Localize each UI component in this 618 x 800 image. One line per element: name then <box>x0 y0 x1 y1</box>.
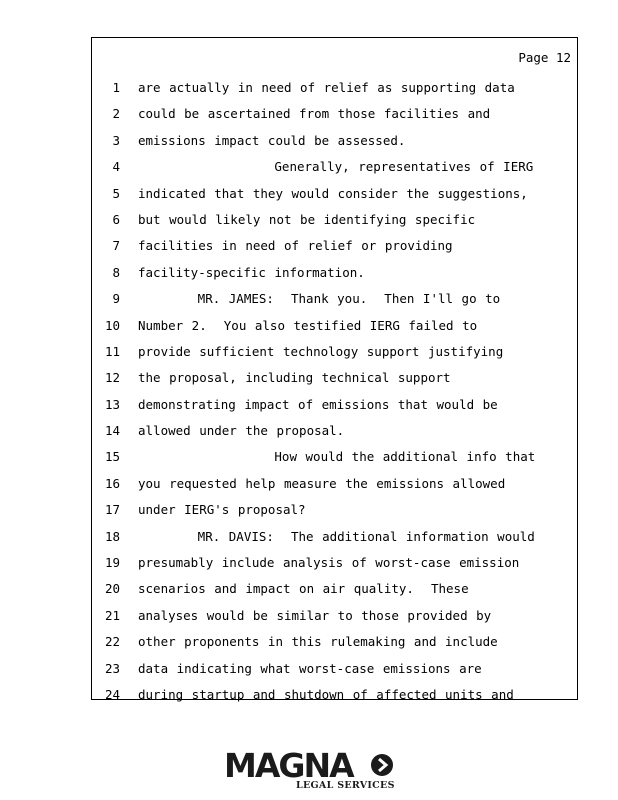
transcript-line <box>92 634 577 660</box>
line-text: MR. DAVIS: The additional information would <box>138 528 535 544</box>
transcript-line <box>92 238 577 264</box>
line-text: indicated that they would consider the suggestions, <box>138 185 528 201</box>
line-text: the proposal, including technical support <box>138 370 451 386</box>
line-text: but would likely not be identifying specific <box>138 211 476 227</box>
line-text: could be ascertained from those facilities and <box>138 106 491 122</box>
line-number: 6 <box>112 211 120 227</box>
line-number: 1 <box>112 80 120 95</box>
line-text: are actually in need of relief as supporting data <box>138 80 515 95</box>
transcript-line <box>92 318 577 344</box>
line-number: 20 <box>104 581 120 597</box>
line-text: facility-specific information. <box>138 264 365 280</box>
line-text: during startup and shutdown of affected units and <box>138 686 514 702</box>
transcript-line <box>92 687 577 713</box>
line-number: 10 <box>104 317 120 333</box>
transcript-line <box>92 661 577 687</box>
transcript-line <box>92 502 577 528</box>
line-number: 7 <box>112 238 120 254</box>
transcript-line <box>92 476 577 502</box>
transcript-line <box>92 159 577 185</box>
line-text: How would the additional info that <box>138 449 536 465</box>
line-number: 9 <box>112 291 120 307</box>
line-text: presumably include analysis of worst-case emission <box>138 555 520 571</box>
transcript-line <box>92 608 577 634</box>
line-text: other proponents in this rulemaking and include <box>138 634 498 650</box>
line-text: under IERG's proposal? <box>138 502 306 518</box>
transcript-line <box>92 397 577 423</box>
logo-arrow-icon <box>371 754 393 776</box>
transcript-line <box>92 186 577 212</box>
line-number: 15 <box>104 449 120 465</box>
line-text: allowed under the proposal. <box>138 423 345 439</box>
line-number: 11 <box>104 343 120 359</box>
line-number: 24 <box>104 686 120 702</box>
line-text: analyses would be similar to those provided by <box>138 607 492 623</box>
line-number: 17 <box>104 502 120 518</box>
line-number: 5 <box>112 185 120 201</box>
transcript-line <box>92 529 577 555</box>
transcript-page <box>91 37 578 700</box>
transcript-lines <box>92 80 577 713</box>
line-text: emissions impact could be assessed. <box>138 132 406 148</box>
line-text: Number 2. You also testified IERG failed to <box>138 317 478 333</box>
transcript-line <box>92 555 577 581</box>
line-number: 2 <box>112 106 120 122</box>
transcript-line <box>92 370 577 396</box>
line-number: 23 <box>104 660 120 676</box>
line-number: 18 <box>104 528 120 544</box>
line-text: MR. JAMES: Thank you. Then I'll go to <box>138 291 501 307</box>
transcript-line <box>92 133 577 159</box>
transcript-line <box>92 80 577 106</box>
transcript-line <box>92 265 577 291</box>
line-text: scenarios and impact on air quality. These <box>138 581 469 597</box>
line-number: 16 <box>104 475 120 491</box>
transcript-line <box>92 449 577 475</box>
transcript-line <box>92 581 577 607</box>
transcript-line <box>92 106 577 132</box>
line-text: Generally, representatives of IERG <box>138 159 534 175</box>
line-number: 21 <box>104 607 120 623</box>
page-number: Page 12 <box>518 50 571 65</box>
logo-subtext: LEGAL SERVICES <box>296 780 395 791</box>
line-number: 3 <box>112 132 120 148</box>
line-text: facilities in need of relief or providing <box>138 238 453 254</box>
transcript-line <box>92 212 577 238</box>
transcript-line <box>92 291 577 317</box>
line-number: 4 <box>112 159 120 175</box>
magna-logo <box>224 748 400 794</box>
transcript-line <box>92 423 577 449</box>
line-number: 12 <box>104 370 120 386</box>
line-text: you requested help measure the emissions allowed <box>138 475 506 491</box>
line-text: provide sufficient technology support justifying <box>138 343 504 359</box>
line-text: data indicating what worst-case emissions are <box>138 660 482 676</box>
line-number: 19 <box>104 555 120 571</box>
logo-wordmark: MAGNA <box>224 746 353 785</box>
line-number: 8 <box>112 264 120 280</box>
line-number: 13 <box>104 396 120 412</box>
line-number: 14 <box>104 423 120 439</box>
line-text: demonstrating impact of emissions that would be <box>138 396 498 412</box>
line-number: 22 <box>104 634 120 650</box>
transcript-line <box>92 344 577 370</box>
